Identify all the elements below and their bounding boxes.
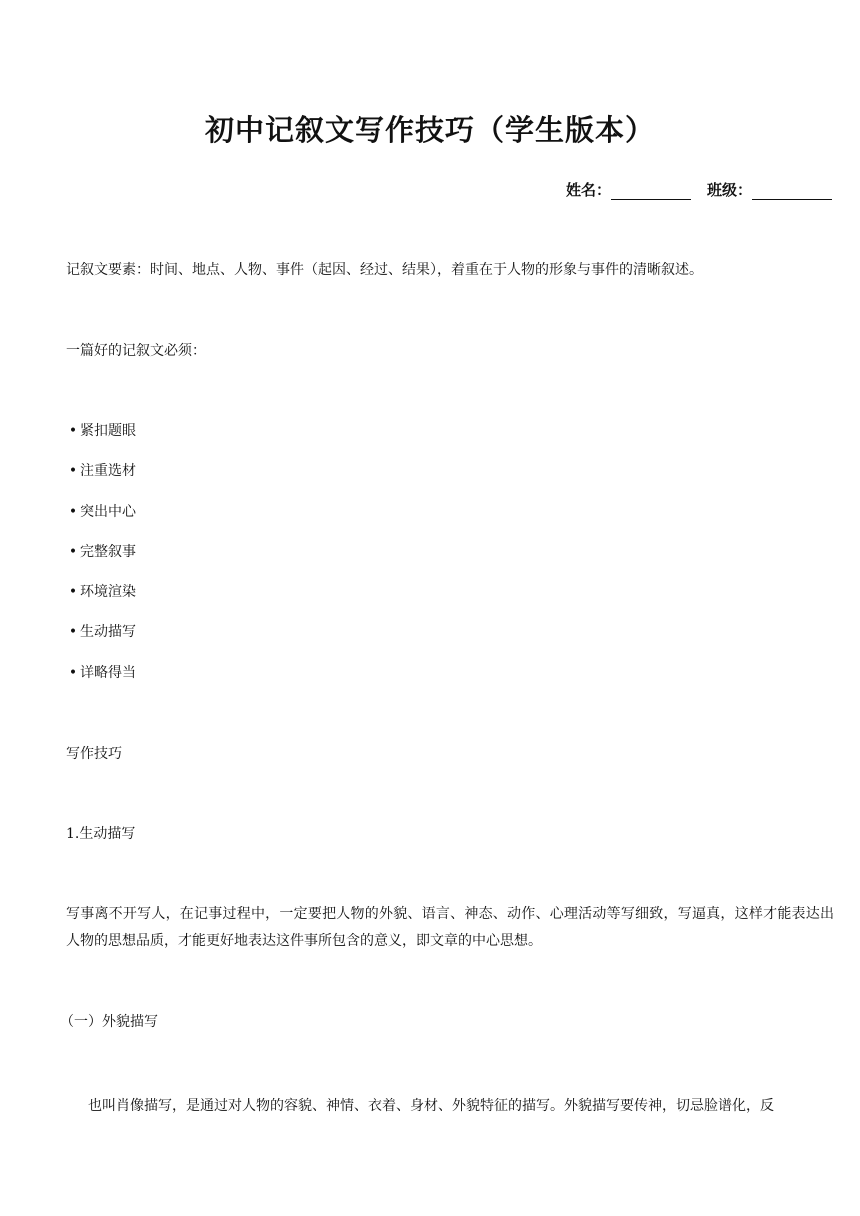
list-item [66,620,136,660]
list-item-label: 突出中心 [80,503,136,520]
bullet-icon: • [68,664,78,681]
intro-paragraph: 记叙文要素：时间、地点、人物、事件（起因、经过、结果），着重在于人物的形象与事件的清晰叙述。 [66,262,703,278]
list-item-label: 生动描写 [80,624,136,641]
list-item [66,419,136,459]
requirements-heading: 一篇好的记叙文必须： [66,343,206,359]
name-label: 姓名： [565,181,611,199]
section-paragraph: 写事离不开写人，在记事过程中，一定要把人物的外貌、语言、神态、动作、心理活动等写细致，写逼真，这样才能表达出人物的思想品质，才能更好地表达这件事所包含的意义，即文章的中心思想。 [66,906,834,949]
bullet-icon: • [68,503,78,520]
name-blank-line [611,183,691,200]
list-item [66,500,136,540]
list-item [66,459,136,499]
section-heading: 1.生动描写 [66,826,136,842]
list-item [66,540,136,580]
bullet-icon: • [68,463,78,480]
list-item-label: 注重选材 [80,463,136,480]
bullet-icon: • [68,584,78,601]
list-item-label: 完整叙事 [80,543,136,560]
class-blank-line [752,183,832,200]
class-label: 班级： [706,181,752,199]
subsection-paragraph: 也叫肖像描写，是通过对人物的容貌、神情、衣着、身材、外貌特征的描写。外貌描写要传神，切忌脸谱化，反 [88,1098,774,1114]
student-info [566,180,832,200]
list-item-label: 紧扣题眼 [80,423,136,439]
list-item [66,580,136,620]
bullet-icon: • [68,624,78,641]
techniques-heading: 写作技巧 [66,746,122,762]
list-item [66,661,136,701]
list-item-label: 环境渲染 [80,584,136,601]
list-item-label: 详略得当 [80,664,136,681]
requirements-list [66,419,136,701]
subsection-heading: （一）外貌描写 [60,1014,158,1030]
bullet-icon: • [68,543,78,560]
bullet-icon: • [68,423,78,439]
document-title: 初中记叙文写作技巧（学生版本） [204,113,655,147]
